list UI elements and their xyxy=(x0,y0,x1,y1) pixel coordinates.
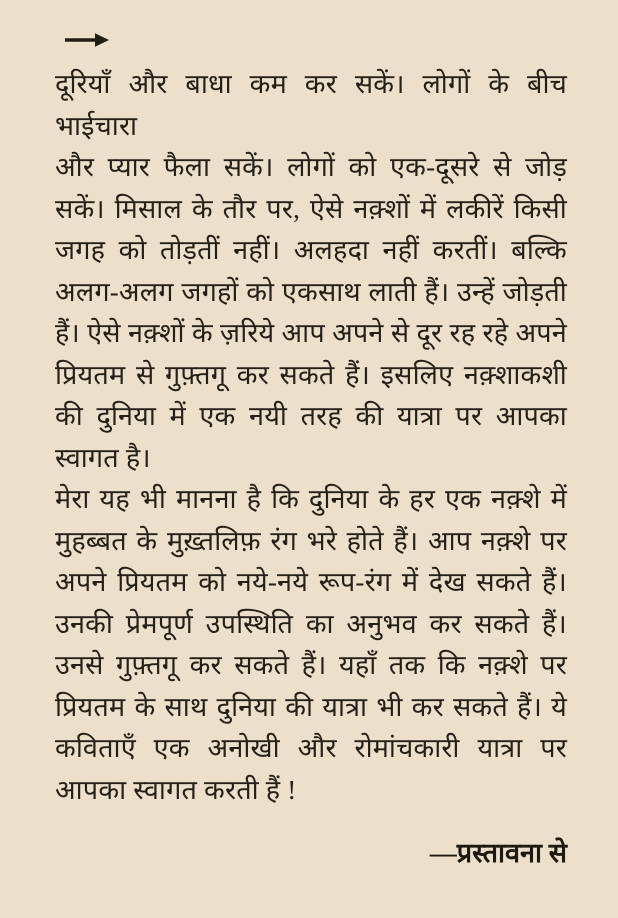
text-line: प्रियतम के साथ दुनिया की यात्रा भी कर सकते हैं। ये xyxy=(55,691,567,722)
text-line: प्रियतम से गुफ़्तगू कर सकते हैं। इसलिए नक़्शाकशी xyxy=(55,359,567,390)
text-line: आपका स्वागत करती हैं ! xyxy=(55,774,297,805)
text-line: सकें। मिसाल के तौर पर, ऐसे नक़्शों में लकीरें किसी xyxy=(55,193,567,224)
text-line: की दुनिया में एक नयी तरह की यात्रा पर आपका xyxy=(55,401,567,431)
text-line: कविताएँ एक अनोखी और रोमांचकारी यात्रा पर xyxy=(55,733,567,763)
paragraph-1 xyxy=(55,64,567,479)
text-line: और प्यार फैला सकें। लोगों को एक-दूसरे से जोड़ xyxy=(55,152,567,182)
paragraph-2 xyxy=(55,479,567,811)
text-line: अलग-अलग जगहों को एकसाथ लाती हैं। उन्हें जोड़ती xyxy=(55,276,567,307)
attribution-preface: —प्रस्तावना से xyxy=(429,838,567,868)
text-line: जगह को तोड़तीं नहीं। अलहदा नहीं करतीं। बल्कि xyxy=(55,235,567,265)
text-line: अपने प्रियतम को नये-नये रूप-रंग में देख सकते हैं। xyxy=(55,567,567,597)
body-text xyxy=(55,64,567,875)
text-line: स्वागत है। xyxy=(55,442,151,473)
text-line: उनकी प्रेमपूर्ण उपस्थिति का अनुभव कर सकते हैं। xyxy=(55,608,567,639)
right-arrow-icon xyxy=(64,31,110,49)
text-line: मुहब्बत के मुख़्तलिफ़ रंग भरे होते हैं। आप नक़्शे पर xyxy=(55,525,567,556)
text-line: दूरियाँ और बाधा कम कर सकें। लोगों के बीच भाईचारा xyxy=(55,69,567,141)
text-line: उनसे गुफ़्तगू कर सकते हैं। यहाँ तक कि नक़्शे पर xyxy=(55,650,567,680)
text-line: मेरा यह भी मानना है कि दुनिया के हर एक नक़्शे में xyxy=(55,484,567,514)
text-line: हैं। ऐसे नक़्शों के ज़रिये आप अपने से दूर रह रहे अपने xyxy=(55,318,567,348)
